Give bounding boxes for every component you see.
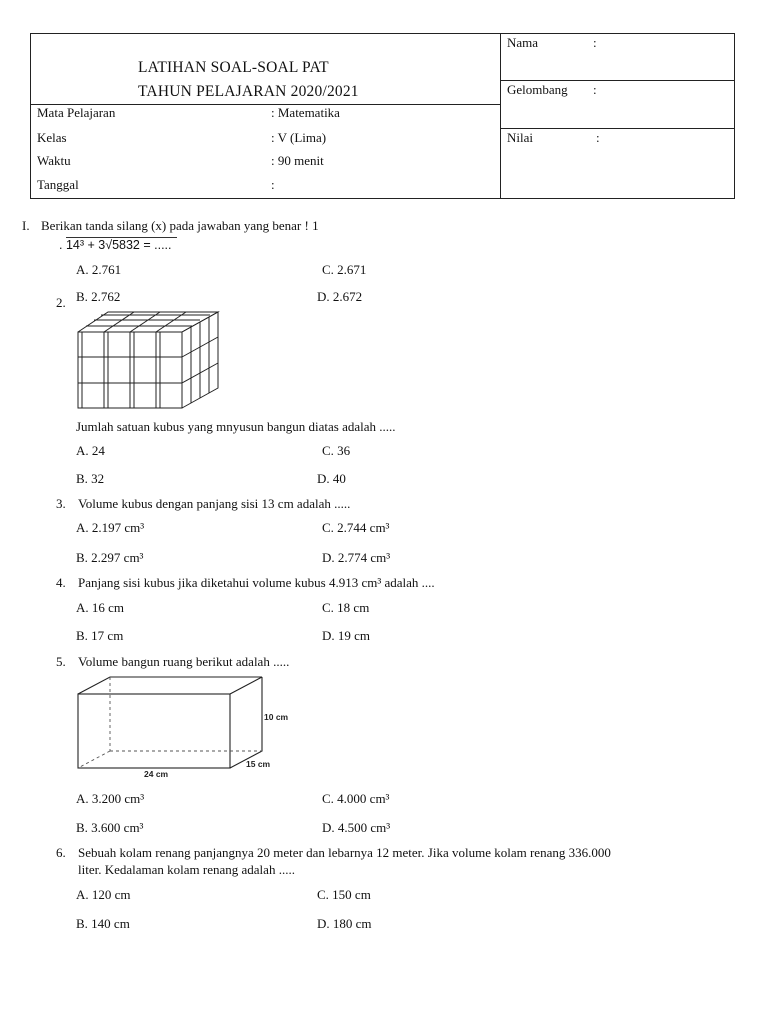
info-value: : 90 menit [271, 153, 324, 168]
info-value: : [271, 177, 275, 192]
option-d[interactable]: D. 19 cm [322, 628, 371, 643]
field-label-nama: Nama [507, 35, 539, 50]
header-divider [500, 128, 735, 129]
option-d[interactable]: D. 4.500 cm³ [322, 820, 391, 835]
option-b[interactable]: B. 2.762 [76, 289, 121, 304]
question-text: Volume bangun ruang berikut adalah ..... [78, 654, 290, 669]
section-numeral: I. [22, 218, 30, 233]
field-colon: : [593, 82, 597, 97]
option-a[interactable]: A. 120 cm [76, 887, 131, 902]
header-divider [500, 80, 735, 81]
field-label-nilai: Nilai [507, 130, 533, 145]
option-c[interactable]: C. 2.671 [322, 262, 367, 277]
field-colon: : [596, 130, 600, 145]
question-text: Volume kubus dengan panjang sisi 13 cm adalah ..... [78, 496, 351, 511]
info-label: Tanggal [37, 177, 79, 192]
field-colon: : [593, 35, 597, 50]
height-label: 10 cm [264, 712, 289, 722]
header-divider [500, 33, 501, 199]
info-label: Kelas [37, 130, 67, 145]
info-value: : Matematika [271, 105, 340, 120]
option-c[interactable]: C. 18 cm [322, 600, 370, 615]
option-d[interactable]: D. 2.774 cm³ [322, 550, 391, 565]
question-text: . 14³ + 3√5832 = ..... [59, 238, 172, 252]
section-instruction: Berikan tanda silang (x) pada jawaban yang benar ! 1 [41, 218, 319, 233]
option-a[interactable]: A. 3.200 cm³ [76, 791, 145, 806]
option-b[interactable]: B. 140 cm [76, 916, 130, 931]
option-c[interactable]: C. 4.000 cm³ [322, 791, 390, 806]
option-b[interactable]: B. 3.600 cm³ [76, 820, 144, 835]
formula-overline [66, 237, 177, 238]
option-d[interactable]: D. 180 cm [317, 916, 372, 931]
option-d[interactable]: D. 2.672 [317, 289, 363, 304]
length-label: 24 cm [144, 769, 169, 779]
option-a[interactable]: A. 2.761 [76, 262, 122, 277]
option-b[interactable]: B. 17 cm [76, 628, 124, 643]
question-text: Jumlah satuan kubus yang mnyusun bangun diatas adalah ..... [76, 419, 396, 434]
field-label-gelombang: Gelombang [507, 82, 568, 97]
info-label: Waktu [37, 153, 71, 168]
option-a[interactable]: A. 16 cm [76, 600, 125, 615]
option-c[interactable]: C. 150 cm [317, 887, 371, 902]
depth-label: 15 cm [246, 759, 271, 769]
question-number: 5. [56, 654, 66, 669]
info-value: : V (Lima) [271, 130, 327, 145]
option-a[interactable]: A. 24 [76, 443, 105, 458]
page-subtitle: TAHUN PELAJARAN 2020/2021 [138, 83, 359, 100]
question-number: 6. [56, 845, 66, 860]
question-number: 4. [56, 575, 66, 590]
option-b[interactable]: B. 32 [76, 471, 105, 486]
cuboid-figure [74, 674, 304, 784]
question-text: Panjang sisi kubus jika diketahui volume kubus 4.913 cm³ adalah .... [78, 575, 435, 590]
cube-stack-figure [74, 308, 224, 412]
question-text: Sebuah kolam renang panjangnya 20 meter dan lebarnya 12 meter. Jika volume kolam renang 336.000 [78, 845, 611, 860]
option-b[interactable]: B. 2.297 cm³ [76, 550, 144, 565]
option-a[interactable]: A. 2.197 cm³ [76, 520, 145, 535]
option-c[interactable]: C. 2.744 cm³ [322, 520, 390, 535]
option-c[interactable]: C. 36 [322, 443, 351, 458]
header-table [30, 33, 735, 199]
question-text: liter. Kedalaman kolam renang adalah ..... [78, 862, 295, 877]
question-number: 2. [56, 295, 66, 310]
option-d[interactable]: D. 40 [317, 471, 346, 486]
question-number: 3. [56, 496, 66, 511]
info-label: Mata Pelajaran [37, 105, 116, 120]
page-title: LATIHAN SOAL-SOAL PAT [138, 59, 329, 76]
